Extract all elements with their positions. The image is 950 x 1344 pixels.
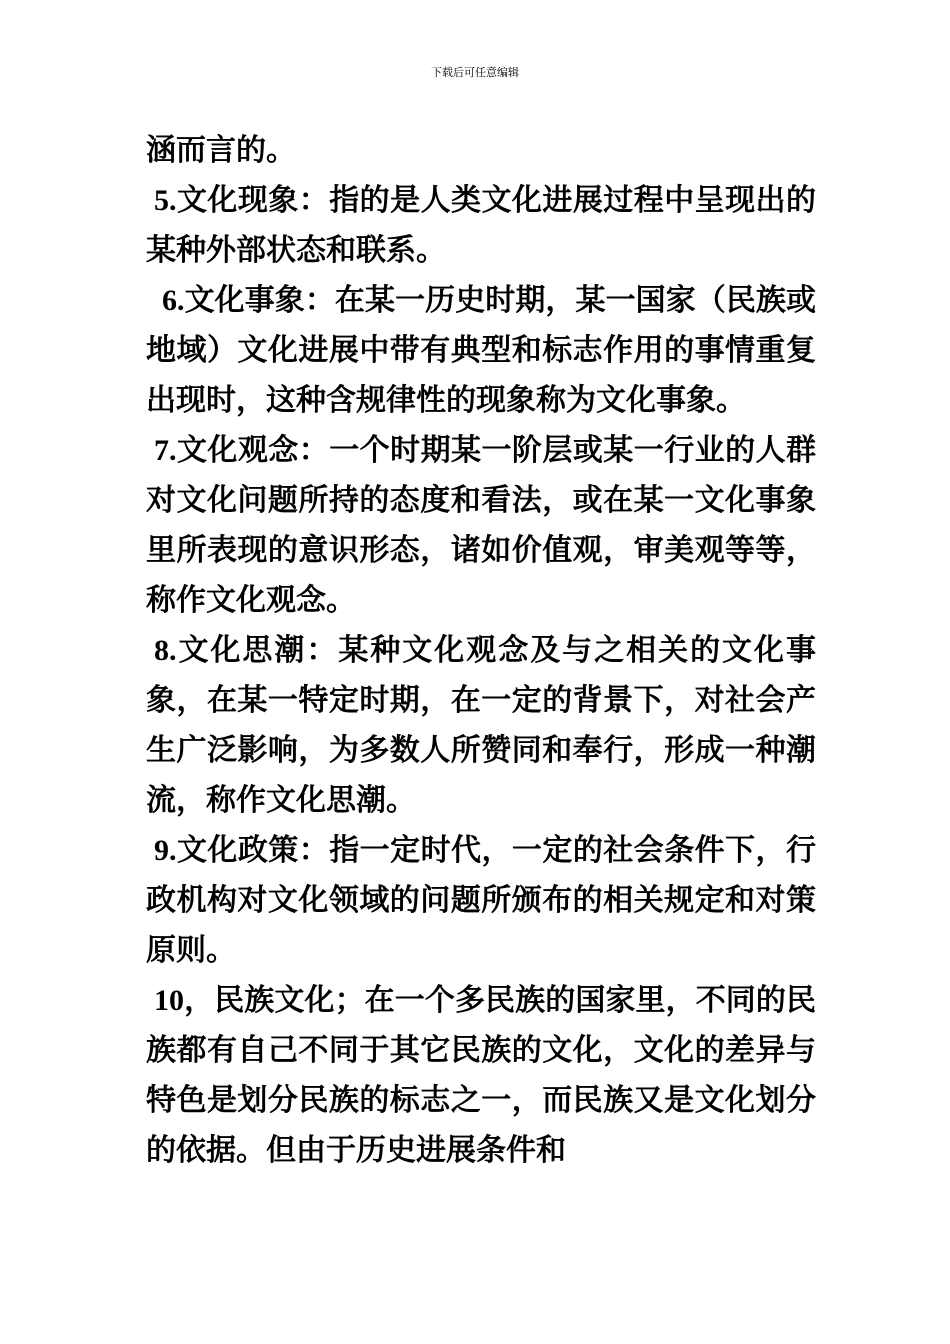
paragraph-8-cultural-trend (146, 626, 816, 826)
paragraph-9-cultural-policy (146, 826, 816, 976)
paragraph-number: 9. (154, 834, 177, 867)
paragraph-number: 8. (154, 634, 177, 667)
paragraph-number: 6. (162, 284, 185, 317)
paragraph-number: 10 (154, 984, 184, 1017)
paragraph-text: 文化思潮：某种文化观念及与之相关的文化事象，在某一特定时期，在一定的背景下，对社会产生广泛影响，为多数人所赞同和奉行，形成一种潮流，称作文化思潮。 (146, 633, 816, 818)
paragraph-text: 文化事象：在某一历史时期，某一国家（民族或地域）文化进展中带有典型和标志作用的事情重复出现时，这种含规律性的现象称为文化事象。 (146, 283, 816, 418)
paragraph-text: 涵而言的。 (146, 133, 296, 168)
paragraph-text: ，民族文化；在一个多民族的国家里，不同的民族都有自己不同于其它民族的文化，文化的差异与特色是划分民族的标志之一，而民族又是文化划分的依据。但由于历史进展条件和 (146, 983, 816, 1168)
document-body (146, 126, 816, 1176)
page-header: 下载后可任意编辑 (431, 66, 519, 79)
paragraph-number: 5. (154, 184, 177, 217)
paragraph-10-ethnic-culture (146, 976, 816, 1176)
paragraph-text: 文化政策：指一定时代，一定的社会条件下，行政机构对文化领域的问题所颁布的相关规定和对策原则。 (146, 833, 816, 968)
paragraph-6-cultural-events (146, 276, 816, 426)
paragraph-number: 7. (154, 434, 177, 467)
paragraph-7-cultural-concept (146, 426, 816, 626)
paragraph-5-cultural-phenomenon (146, 176, 816, 276)
paragraph-text: 文化观念：一个时期某一阶层或某一行业的人群对文化问题所持的态度和看法，或在某一文化事象里所表现的意识形态，诸如价值观，审美观等等，称作文化观念。 (146, 433, 816, 618)
paragraph-continuation (146, 126, 816, 176)
paragraph-text: 文化现象：指的是人类文化进展过程中呈现出的某种外部状态和联系。 (146, 183, 816, 268)
